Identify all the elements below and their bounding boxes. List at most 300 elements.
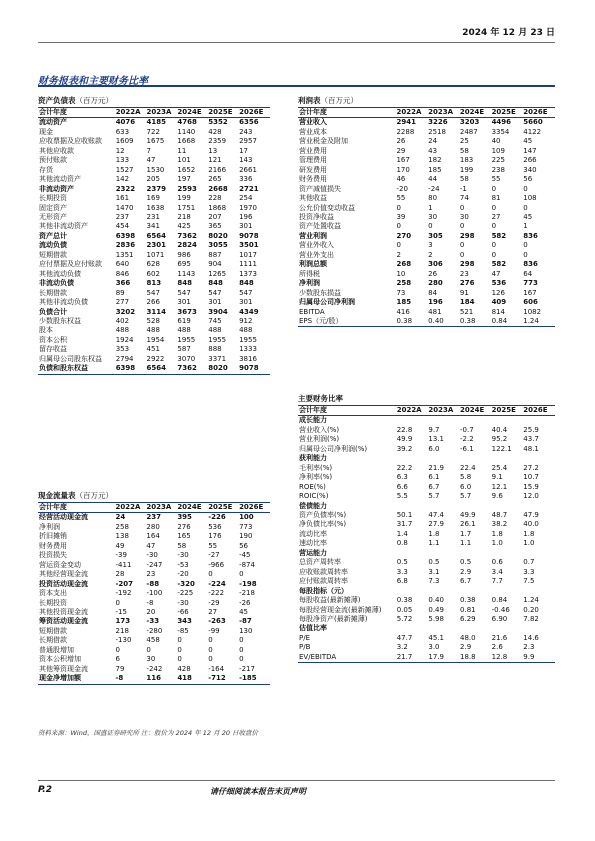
- row-label: 少数股东损益: [299, 288, 341, 297]
- cell-value: -20: [396, 184, 408, 193]
- cell-value: 5.7: [460, 492, 472, 501]
- cell-value: 425: [177, 222, 191, 231]
- row-label: EPS（元/股）: [298, 317, 396, 327]
- table-row: [38, 222, 270, 231]
- table-row: [38, 589, 270, 598]
- table-row: [298, 624, 555, 633]
- cell-value: 0.6: [491, 558, 503, 567]
- cell-value: 47.4: [428, 510, 444, 519]
- table-row: [298, 156, 555, 165]
- cell-value: -30: [177, 551, 189, 560]
- row-label: 流动资产: [39, 118, 67, 127]
- cell-value: 81: [491, 194, 501, 203]
- row-label: 财务费用: [39, 541, 67, 550]
- table-row: [298, 643, 555, 652]
- column-header-year: 2022A: [396, 108, 428, 118]
- cell-value: [523, 587, 555, 596]
- cell-value: 74: [459, 194, 469, 203]
- cell-value: 7362: [177, 231, 197, 240]
- cell-value: 170: [396, 165, 410, 174]
- cell-value: 164: [146, 532, 160, 541]
- cell-value: 1111: [239, 260, 257, 269]
- table-row: [38, 561, 270, 570]
- column-header-year: 2025E: [208, 108, 239, 118]
- column-header-label: 会计年度: [38, 503, 116, 513]
- cell-value: 587: [177, 345, 191, 354]
- table-row: [38, 156, 270, 165]
- row-label: 短期借款: [39, 626, 67, 635]
- cell-value: -85: [177, 626, 189, 635]
- cell-value: 2.9: [460, 643, 472, 652]
- cell-value: [397, 624, 429, 633]
- table-row: [38, 665, 270, 674]
- cell-value: 167: [523, 288, 537, 297]
- cell-value: 3.4: [491, 567, 503, 576]
- cell-value: 7.7: [491, 577, 503, 586]
- row-label: 其他筹资现金流: [39, 664, 88, 673]
- cell-value: 846: [115, 269, 130, 278]
- table-row: [298, 653, 555, 663]
- row-label: 普通股增加: [39, 645, 74, 654]
- table-row: [298, 520, 555, 529]
- cell-value: 7362: [177, 364, 208, 374]
- row-label: 股本: [39, 326, 53, 335]
- cell-value: 109: [491, 146, 505, 155]
- row-label: ROE(%): [299, 482, 326, 491]
- cell-value: 6564: [146, 231, 167, 240]
- cell-value: 3203: [459, 118, 480, 127]
- cell-value: 1265: [208, 269, 227, 278]
- cell-value: 488: [239, 326, 253, 335]
- row-label: ROIC(%): [299, 492, 329, 501]
- cell-value: 58: [177, 541, 187, 550]
- cell-value: 100: [239, 513, 254, 522]
- table-row: [38, 599, 270, 608]
- cell-value: -30: [146, 551, 158, 560]
- cell-value: 5352: [208, 118, 228, 127]
- table-row: [298, 577, 555, 586]
- cell-value: 0: [491, 184, 497, 193]
- cell-value: -30: [177, 598, 189, 607]
- cell-value: 258: [115, 522, 129, 531]
- table-row: [298, 137, 555, 146]
- row-label: 净负债比率(%): [299, 520, 347, 529]
- row-label: 财务费用: [299, 175, 327, 184]
- cell-value: 185: [396, 298, 412, 307]
- cell-value: 1751: [177, 203, 196, 212]
- cell-value: 47: [146, 541, 156, 550]
- cell-value: 1.1: [428, 539, 440, 548]
- cell-value: 0: [239, 645, 244, 654]
- row-label: EV/EBITDA: [298, 653, 397, 663]
- row-label: 利润总额: [299, 260, 327, 269]
- cell-value: 0: [459, 241, 465, 250]
- cell-value: 165: [177, 532, 191, 541]
- cell-value: [523, 454, 555, 463]
- cell-value: 888: [208, 345, 222, 354]
- cell-value: 15.9: [523, 482, 539, 491]
- cashflow-unit: （百万元）: [75, 491, 113, 500]
- cell-value: 814: [491, 307, 505, 316]
- cell-value: -226: [208, 513, 226, 522]
- cell-value: 0: [491, 222, 497, 231]
- cell-value: 55: [396, 194, 406, 203]
- cell-value: 95.2: [491, 435, 508, 444]
- cell-value: 8020: [208, 364, 239, 374]
- cell-value: 418: [177, 674, 208, 684]
- cashflow-title: [38, 490, 113, 501]
- column-header-year: 2022A: [116, 108, 147, 118]
- column-header-year: 2025E: [208, 503, 239, 513]
- cell-value: 13.1: [428, 435, 444, 444]
- section-title: 财务报表和主要财务比率: [38, 76, 148, 87]
- row-label: 其他投资现金流: [39, 607, 88, 616]
- cell-value: 266: [146, 298, 160, 307]
- cell-value: 18.8: [460, 653, 492, 663]
- row-label: 资产减值损失: [299, 184, 341, 193]
- cell-value: 254: [239, 194, 253, 203]
- cell-value: 528: [146, 316, 160, 325]
- column-header-year: 2024E: [177, 503, 208, 513]
- table-row: [298, 606, 555, 615]
- table-row: [298, 587, 555, 596]
- table-row: [38, 194, 270, 203]
- cell-value: 6398: [115, 231, 136, 240]
- cell-value: 416: [396, 307, 410, 316]
- cell-value: 343: [177, 617, 192, 626]
- cell-value: 633: [115, 127, 130, 136]
- row-label: 非流动资产: [39, 184, 74, 193]
- cell-value: 43.7: [523, 435, 539, 444]
- cell-value: 30: [146, 655, 156, 664]
- cell-value: 126: [491, 288, 505, 297]
- cell-value: -33: [146, 617, 160, 626]
- cell-value: -6.1: [460, 444, 474, 453]
- cell-value: 0.81: [460, 605, 476, 614]
- table-row: [298, 634, 555, 643]
- cell-value: 1668: [177, 137, 196, 146]
- cell-value: -247: [146, 560, 163, 569]
- table-row: [298, 204, 555, 213]
- row-label: 资产处置收益: [299, 222, 341, 231]
- cell-value: 55: [208, 541, 218, 550]
- cell-value: 31.7: [396, 520, 413, 529]
- cell-value: 116: [146, 674, 177, 684]
- table-row: [298, 473, 555, 482]
- cell-value: 205: [146, 175, 160, 184]
- cell-value: 640: [115, 260, 130, 269]
- table-row: [38, 317, 270, 326]
- cell-value: [460, 624, 492, 633]
- table-row: [298, 435, 555, 444]
- cell-value: 2166: [208, 165, 227, 174]
- cell-value: 268: [396, 260, 412, 269]
- table-row: [298, 539, 555, 548]
- cashflow-title-text: 现金流量表: [38, 491, 76, 500]
- cell-value: 0.38: [460, 317, 492, 327]
- cell-value: 1970: [239, 203, 257, 212]
- table-row: [298, 128, 555, 137]
- cell-value: 48.0: [460, 633, 476, 642]
- cell-value: 0.84: [491, 596, 508, 605]
- cell-value: -20: [177, 570, 189, 579]
- cell-value: 1143: [177, 269, 196, 278]
- row-label: 资本支出: [39, 589, 67, 598]
- cell-value: 47.7: [396, 633, 413, 642]
- table-row: [38, 232, 270, 241]
- cell-value: 14.6: [523, 633, 539, 642]
- cell-value: 38.2: [491, 520, 508, 529]
- table-header-row: [38, 503, 270, 513]
- cell-value: 266: [523, 156, 537, 165]
- cell-value: 912: [239, 316, 253, 325]
- cell-value: 6.6: [396, 482, 408, 491]
- cell-value: 25.9: [523, 425, 539, 434]
- row-label: 成长能力: [299, 416, 327, 425]
- table-row: [298, 445, 555, 454]
- cell-value: -45: [239, 551, 251, 560]
- table-row: [38, 166, 270, 175]
- table-row: [298, 454, 555, 463]
- table-row: [298, 530, 555, 539]
- cell-value: -411: [115, 560, 132, 569]
- row-label: 每股经营现金流(最新摊薄): [299, 605, 382, 614]
- cell-value: 2.6: [491, 643, 503, 652]
- table-row: [38, 627, 270, 636]
- cell-value: -874: [239, 560, 255, 569]
- row-label: 营业税金及附加: [299, 137, 348, 146]
- column-header-year: 2023A: [146, 503, 177, 513]
- cell-value: 49: [115, 541, 125, 550]
- row-label: 偿债能力: [299, 501, 327, 510]
- cell-value: 2288: [396, 127, 415, 136]
- cell-value: 547: [208, 288, 222, 297]
- cell-value: 184: [459, 298, 475, 307]
- column-header-label: 会计年度: [38, 108, 116, 118]
- cell-value: 207: [208, 212, 222, 221]
- table-row: [38, 636, 270, 645]
- page-number: P.2: [38, 785, 52, 795]
- cell-value: 0: [208, 570, 213, 579]
- cell-value: 1.8: [491, 529, 503, 538]
- cell-value: 1955: [177, 335, 196, 344]
- cell-value: 6: [115, 655, 120, 664]
- cell-value: 26: [396, 137, 406, 146]
- cell-value: 3.3: [523, 567, 535, 576]
- cell-value: 258: [396, 279, 412, 288]
- cell-value: 6398: [116, 364, 147, 374]
- cell-value: -8: [116, 674, 147, 684]
- table-row: [38, 532, 270, 541]
- table-row: [38, 270, 270, 279]
- cell-value: 1652: [177, 165, 196, 174]
- cell-value: 2359: [208, 137, 227, 146]
- cell-value: 30: [428, 212, 438, 221]
- cell-value: [523, 624, 555, 633]
- cell-value: 47: [491, 269, 501, 278]
- table-row: [38, 513, 270, 523]
- cell-value: 3.2: [396, 643, 408, 652]
- cell-value: 147: [523, 146, 537, 155]
- cell-value: -1: [459, 184, 467, 193]
- row-label: 留存收益: [39, 345, 67, 354]
- cell-value: 2: [396, 250, 401, 259]
- cell-value: 121: [208, 156, 222, 165]
- row-label: 获利能力: [299, 454, 327, 463]
- section-divider: [38, 85, 555, 87]
- cell-value: 887: [208, 250, 222, 259]
- cell-value: 55: [491, 175, 501, 184]
- cell-value: 196: [428, 298, 443, 307]
- cell-value: 1.7: [460, 529, 472, 538]
- cell-value: 185: [428, 165, 442, 174]
- cell-value: 6.0: [428, 444, 440, 453]
- cell-value: 0.7: [523, 558, 535, 567]
- cell-value: [397, 454, 429, 463]
- cell-value: 366: [115, 279, 131, 288]
- cell-value: -218: [239, 589, 255, 598]
- cell-value: 27: [491, 212, 501, 221]
- cell-value: 182: [428, 156, 442, 165]
- cell-value: -966: [208, 560, 225, 569]
- cell-value: 1530: [146, 165, 165, 174]
- cell-value: 122.1: [491, 444, 512, 453]
- cell-value: -222: [208, 589, 225, 598]
- column-header-year: 2024E: [177, 108, 208, 118]
- cell-value: 305: [428, 231, 443, 240]
- cell-value: 1140: [177, 127, 196, 136]
- cell-value: 243: [239, 127, 253, 136]
- cell-value: -66: [177, 607, 189, 616]
- row-label: 总资产周转率: [299, 558, 341, 567]
- cell-value: 3226: [428, 118, 448, 127]
- cell-value: 6564: [147, 364, 178, 374]
- cell-value: 0: [239, 655, 244, 664]
- cell-value: 12.8: [492, 653, 524, 663]
- cell-value: 43: [428, 146, 438, 155]
- cell-value: 2668: [208, 184, 228, 193]
- cell-value: 0: [523, 184, 528, 193]
- column-header-year: 2023A: [147, 108, 178, 118]
- cell-value: 628: [146, 260, 160, 269]
- cell-value: 695: [177, 260, 191, 269]
- cell-value: 0.05: [396, 605, 413, 614]
- cell-value: 12.1: [491, 482, 508, 491]
- cell-value: 0: [428, 222, 433, 231]
- cell-value: 196: [239, 212, 253, 221]
- cell-value: -217: [239, 664, 255, 673]
- cell-value: 3673: [177, 307, 197, 316]
- row-label: 净利润: [299, 279, 320, 288]
- cell-value: 101: [177, 156, 191, 165]
- cell-value: -192: [115, 589, 132, 598]
- balance-sheet-title: [38, 95, 113, 106]
- cell-value: 409: [491, 298, 507, 307]
- cell-value: 1609: [115, 137, 134, 146]
- cell-value: 4076: [115, 118, 136, 127]
- cell-value: 340: [523, 165, 537, 174]
- table-row: [38, 551, 270, 560]
- column-header-year: 2023A: [428, 406, 460, 416]
- balance-sheet-unit: （百万元）: [75, 96, 113, 105]
- cell-value: 48.1: [523, 444, 539, 453]
- table-row: [298, 185, 555, 194]
- cell-value: [492, 416, 524, 426]
- row-label: 每股净资产(最新摊薄): [299, 614, 368, 623]
- cell-value: 1470: [115, 203, 134, 212]
- income-statement-title: [298, 95, 358, 106]
- cell-value: 1373: [239, 269, 257, 278]
- cell-value: 30: [459, 212, 469, 221]
- cell-value: 428: [177, 664, 191, 673]
- cell-value: 237: [115, 212, 130, 221]
- cell-value: 301: [208, 298, 222, 307]
- cell-value: [460, 549, 492, 558]
- cell-value: 402: [115, 316, 130, 325]
- cell-value: 280: [428, 279, 443, 288]
- cell-value: 353: [115, 345, 130, 354]
- cell-value: 3501: [239, 241, 259, 250]
- cell-value: 231: [146, 212, 160, 221]
- cell-value: [460, 587, 492, 596]
- table-row: [298, 492, 555, 501]
- cell-value: 2322: [115, 184, 136, 193]
- cell-value: -280: [146, 626, 163, 635]
- cell-value: 3371: [208, 354, 227, 363]
- row-label: 固定资产: [39, 203, 67, 212]
- row-label: 经营活动现金流: [39, 513, 88, 522]
- cell-value: [523, 549, 555, 558]
- table-row: [38, 364, 270, 374]
- cell-value: 56: [239, 541, 248, 550]
- table-row: [38, 617, 270, 626]
- cashflow-table: [38, 502, 270, 685]
- column-header-year: 2026E: [239, 108, 270, 118]
- cell-value: [428, 454, 460, 463]
- cell-value: [492, 587, 524, 596]
- row-label: 筹资活动现金流: [39, 617, 88, 626]
- cell-value: 1351: [115, 250, 134, 259]
- cell-value: 23: [459, 269, 469, 278]
- cell-value: 606: [523, 298, 538, 307]
- cell-value: 22.2: [396, 463, 413, 472]
- cell-value: -198: [239, 579, 257, 588]
- cell-value: 24: [115, 513, 126, 522]
- cell-value: 5.7: [428, 492, 440, 501]
- table-row: [298, 308, 555, 317]
- source-note: 资料来源：Wind，国盛证券研究所 注：股价为 2024 年 12 月 20 日收盘价: [38, 729, 259, 737]
- cell-value: 133: [115, 156, 130, 165]
- cell-value: 7: [146, 146, 152, 155]
- table-row: [38, 345, 270, 354]
- cell-value: 79: [115, 664, 125, 673]
- cell-value: 2836: [115, 241, 136, 250]
- cell-value: 45: [523, 212, 533, 221]
- cell-value: 176: [208, 532, 222, 541]
- cell-value: [397, 587, 429, 596]
- cell-value: 451: [146, 345, 160, 354]
- cell-value: 0: [208, 636, 213, 645]
- cell-value: 836: [523, 260, 538, 269]
- cell-value: [492, 624, 524, 633]
- cell-value: 848: [239, 279, 254, 288]
- row-label: 净利率(%): [299, 473, 333, 482]
- table-row: [38, 655, 270, 664]
- cell-value: 17: [239, 146, 249, 155]
- cell-value: 7.3: [428, 577, 440, 586]
- cell-value: 813: [146, 279, 162, 288]
- cell-value: 58: [459, 175, 469, 184]
